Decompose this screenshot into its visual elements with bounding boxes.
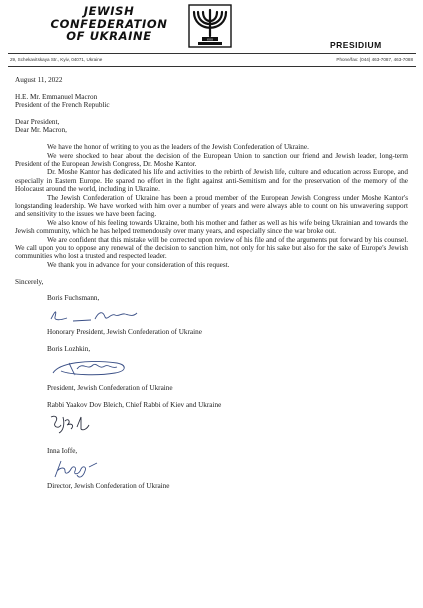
header-rule-top — [8, 53, 416, 54]
header-rule-bottom — [8, 66, 416, 67]
salutation-line-1: Dear President, — [15, 118, 60, 126]
signature-image — [47, 411, 157, 435]
signatory-bleich — [15, 401, 408, 447]
organization-name: JEWISH CONFEDERATION OF UKRAINE — [50, 4, 168, 43]
paragraph: We were shocked to hear about the decision of the European Union to sanction our friend and Jewish leader, long-term President of the European Jewish Congress, Dr. Moshe Kantor. — [15, 151, 408, 169]
recipient-name: H.E. Mr. Emmanuel Macron — [15, 92, 98, 101]
paragraph: The Jewish Confederation of Ukraine has been a proud member of the European Jewish Congress under Moshe Kantor's longstanding leadership. We have worked with him over a number of years and were always able to count on his unwavering support and sensitivity to the issues we have been facing. — [15, 193, 408, 219]
signatory-lozhkin — [15, 345, 408, 401]
letter-date: August 11, 2022 — [15, 76, 63, 84]
office-phone: Phone/fax: (044) 463-7087, 463-7088 — [336, 57, 413, 62]
signatory-title: President, Jewish Confederation of Ukraine — [47, 384, 173, 393]
salutation-line-2: Dear Mr. Macron, — [15, 126, 67, 135]
signatory-name: Rabbi Yaakov Dov Bleich, Chief Rabbi of Kiev and Ukraine — [47, 400, 222, 409]
svg-text:XXX: XXX — [206, 37, 214, 42]
paragraph: We have the honor of writing to you as the leaders of the Jewish Confederation of Ukraine. — [47, 143, 309, 152]
signatory-ioffe — [15, 447, 408, 491]
closing: Sincerely, — [15, 277, 44, 286]
signature-image — [47, 355, 157, 381]
signature-image — [47, 457, 157, 479]
signatory-title: Honorary President, Jewish Confederation of Ukraine — [47, 327, 202, 336]
signatory-title: Director, Jewish Confederation of Ukraine — [47, 482, 170, 491]
menorah-logo — [188, 4, 232, 48]
signature-image — [47, 305, 157, 325]
presidium-label: PRESIDIUM — [330, 40, 382, 50]
letter-body — [15, 76, 408, 491]
paragraph: We also know of his feeling towards Ukraine, both his mother and father as well as his wife being Ukrainian and towards the Jewish community, which he has helped tremendously over many years, and especially since the war broke out. — [15, 218, 408, 236]
recipient-title: President of the French Republic — [15, 101, 110, 110]
office-address: 29, Schekavitskaya Str., Kyiv, 04071, Ukraine — [10, 57, 103, 62]
signatory-name: Boris Fuchsmann, — [47, 294, 100, 303]
paragraph: We thank you in advance for your consideration of this request. — [47, 260, 230, 269]
paragraph: Dr. Moshe Kantor has dedicated his life and activities to the rebirth of Jewish life, culture and education across Europe, and especially in Eastern Europe. He spared no effort in the fight against anti-Semitism and for the preservation of the memory of the Holocaust around the world, including in Ukraine. — [15, 168, 408, 194]
recipient-block — [15, 93, 408, 110]
signatory-name: Boris Lozhkin, — [47, 344, 91, 353]
signatory-name: Inna Ioffe, — [47, 446, 78, 455]
paragraph: We are confident that this mistake will be corrected upon review of his file and of the arguments put forward by his counsel. We call upon you to oppose any renewal of the decision to sanction him, not only for his sake but also for the sake of Europe's Jewish communities who lost a trusted and respected leader. — [15, 235, 408, 261]
signatory-fuchsmann — [15, 294, 408, 344]
